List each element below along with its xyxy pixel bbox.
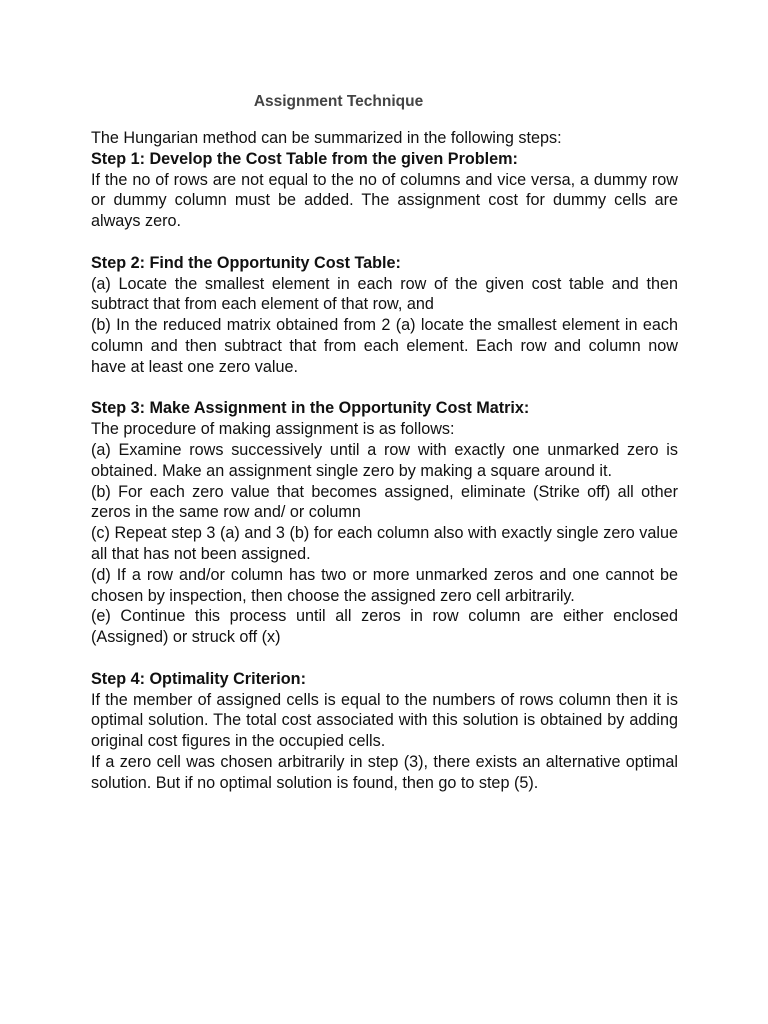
step3-heading: Step 3: Make Assignment in the Opportunity Cost Matrix: (91, 399, 530, 418)
step4-heading: Step 4: Optimality Criterion: (91, 669, 306, 688)
page-title-text: Assignment Technique (253, 93, 424, 110)
step3-item-a: (a) Examine rows successively until a row with exactly one unmarked zero is obtained. Make an assignment single zero by making a square around it. (91, 440, 678, 480)
document-body (91, 128, 678, 794)
step2-item-b: (b) In the reduced matrix obtained from 2 (a) locate the smallest element in each column and then subtract that from each element. Each row and column now have at least one zero value. (91, 316, 678, 376)
spacer (91, 232, 678, 253)
step4-paragraph-2: If a zero cell was chosen arbitrarily in step (3), there exists an alternative optimal solution. But if no optimal solution is found, then go to step (5). (91, 752, 678, 792)
page-title (91, 93, 678, 111)
step1-heading: Step 1: Develop the Cost Table from the given Problem: (91, 149, 518, 168)
step3-item-b: (b) For each zero value that becomes assigned, eliminate (Strike off) all other zeros in the same row and/ or column (91, 482, 678, 522)
step1-text: If the no of rows are not equal to the no of columns and vice versa, a dummy row or dummy column must be added. The assignment cost for dummy cells are always zero. (91, 170, 678, 231)
step3-item-e: (e) Continue this process until all zeros in row column are either enclosed (Assigned) or struck off (x) (91, 607, 678, 647)
step3-intro: The procedure of making assignment is as follows: (91, 420, 455, 439)
step2-item-a: (a) Locate the smallest element in each row of the given cost table and then subtract that from each element of that row, and (91, 274, 678, 314)
spacer (91, 378, 678, 399)
spacer (91, 648, 678, 669)
step4-paragraph-1: If the member of assigned cells is equal to the numbers of rows column then it is optimal solution. The total cost associated with this solution is obtained by adding original cost figures in the occupied cells. (91, 690, 678, 751)
step2-heading: Step 2: Find the Opportunity Cost Table: (91, 253, 401, 272)
step3-item-c: (c) Repeat step 3 (a) and 3 (b) for each column also with exactly single zero value all that has not been assigned. (91, 524, 678, 563)
intro-paragraph: The Hungarian method can be summarized in the following steps: (91, 129, 562, 147)
step3-item-d: (d) If a row and/or column has two or more unmarked zeros and one cannot be chosen by inspection, then choose the assigned zero cell arbitrarily. (91, 565, 678, 605)
